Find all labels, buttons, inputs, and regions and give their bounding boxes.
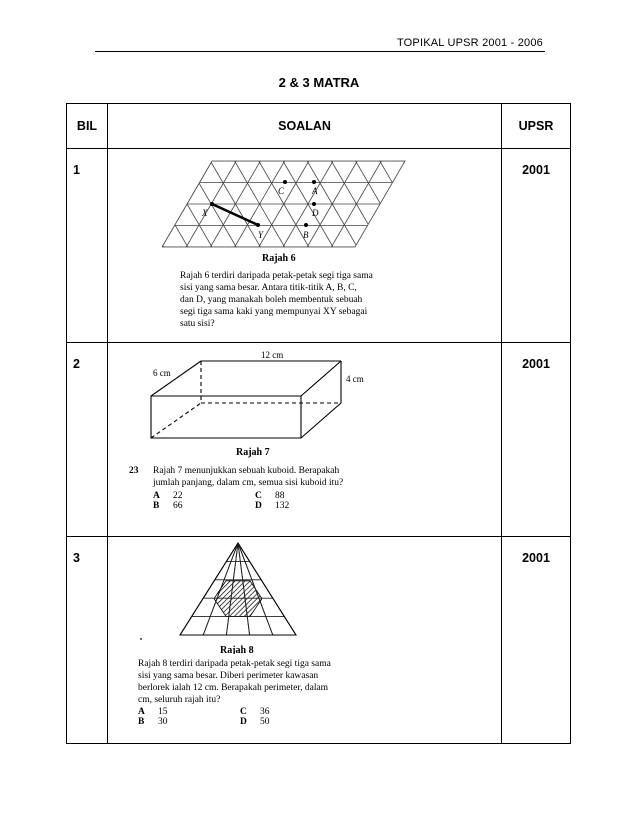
- figure-label: Rajah 7: [236, 447, 270, 458]
- grid-line: [380, 161, 422, 247]
- figure-rajah-8: [138, 539, 338, 654]
- page-header: [95, 37, 545, 52]
- table-header-row: [67, 104, 571, 149]
- figure-label: Rajah 8: [220, 645, 254, 654]
- figure-label: Rajah 6: [262, 253, 296, 264]
- upsr-year: 2001: [522, 357, 550, 371]
- point-label-a: A: [312, 186, 318, 196]
- figure-rajah-6: [162, 157, 422, 265]
- answer-options: A 22 C 88 B 66 D 132: [153, 491, 290, 511]
- dim-height: 4 cm: [346, 374, 364, 384]
- bil-number: 2: [73, 357, 80, 371]
- figure-rajah-7: [141, 351, 411, 463]
- grid-line: [404, 161, 422, 247]
- upsr-year: 2001: [522, 163, 550, 177]
- question-cell: [108, 149, 502, 343]
- header-bil: BIL: [67, 104, 108, 149]
- question-text: Rajah 7 menunjukkan sebuah kuboid. Berapakah jumlah panjang, dalam cm, semua sisi kuboid itu?: [153, 466, 344, 488]
- header-soalan: SOALAN: [108, 104, 502, 149]
- question-table: [66, 103, 571, 744]
- grid-line: [404, 161, 422, 247]
- question-cell: [108, 343, 502, 537]
- upsr-cell: [502, 537, 571, 744]
- upsr-cell: [502, 149, 571, 343]
- point-label-d: D: [312, 208, 319, 218]
- bil-cell: [67, 537, 108, 744]
- grid-line: [162, 161, 188, 247]
- header-upsr: UPSR: [502, 104, 571, 149]
- question-text: Rajah 8 terdiri daripada petak-petak segi tiga sama sisi yang sama besar. Diberi perimeter kawasan berlorek ialah 12 cm. Berapakah perimeter, dalam cm, seluruh rajah itu?: [138, 659, 331, 705]
- grid-line: [162, 161, 164, 247]
- point-label-c: C: [278, 186, 285, 196]
- upsr-year: 2001: [522, 551, 550, 565]
- bil-number: 3: [73, 551, 80, 565]
- document-title: 2 & 3 MATRA: [278, 75, 360, 90]
- table-row: [67, 149, 571, 343]
- bil-cell: [67, 343, 108, 537]
- point-label-x: X: [202, 208, 208, 218]
- grid-line: [162, 161, 164, 247]
- upsr-cell: [502, 343, 571, 537]
- grid-line: [380, 161, 422, 247]
- header-text: TOPIKAL UPSR 2001 - 2006: [396, 37, 543, 49]
- grid-line: [162, 161, 188, 247]
- question-number: 23: [129, 466, 139, 476]
- question-cell: [108, 537, 502, 744]
- dim-length: 12 cm: [261, 351, 284, 360]
- point-label-y: Y: [258, 230, 264, 240]
- bil-cell: [67, 149, 108, 343]
- bil-number: 1: [73, 163, 80, 177]
- table-row: [67, 343, 571, 537]
- answer-options: A 15 C 36 B 30 D 50: [138, 707, 270, 727]
- point-label-b: B: [303, 230, 309, 240]
- dim-width: 6 cm: [153, 368, 171, 378]
- table-row: [67, 537, 571, 744]
- question-text: Rajah 6 terdiri daripada petak-petak segi tiga sama sisi yang sama besar. Antara titik-titik A, B, C, dan D, yang manakah boleh membentuk sebuah segi tiga sama kaki yang mempunyai XY sebagai satu sisi?: [180, 271, 373, 329]
